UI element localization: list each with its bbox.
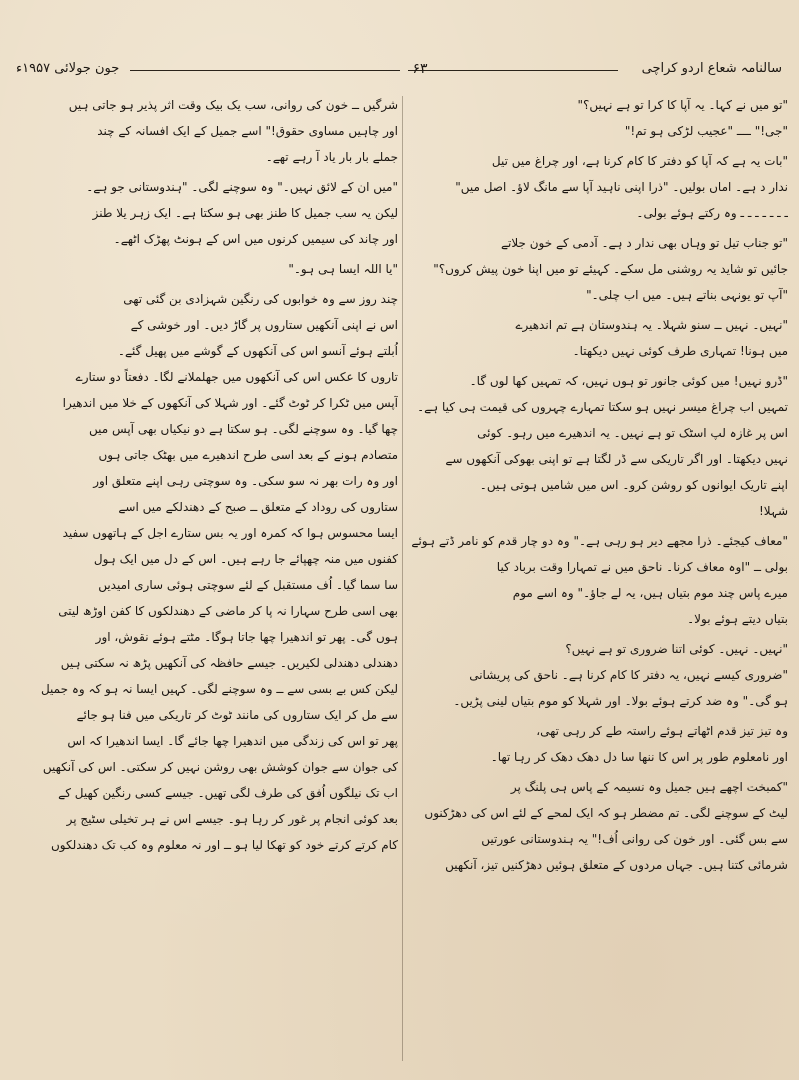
page-header [10,56,788,82]
text-line: "یا اللہ ایسا ہی ہو۔" [288,262,398,276]
text-line: "تو میں نے کہا۔ یہ آپا کا کرا تو ہے نہیں؟" [577,98,788,112]
text-line: ہوں گی۔ پھر تو اندھیرا چھا جاتا ہوگا۔ مٹتے ہوئے نقوش، اور [95,630,398,644]
text-line: تمہیں اب چراغ میسر نہیں ہو سکتا تمہارے چہروں کی قیمت ہی کیا ہے۔ [417,400,788,414]
text-line: "جی!" ــــ "عجیب لڑکی ہو تم!" [624,124,788,138]
text-line: جائیں تو شاید یہ روشنی مل سکے۔ کہیئے تو میں اپنا خون پیش کروں؟" [433,262,788,276]
text-line: "میں ان کے لائق نہیں۔" وہ سوچنے لگی۔ "ہندوستانی جو ہے۔ [86,180,398,194]
text-line: شہلا! [758,504,788,518]
text-line: "تو جناب تیل تو وہاں بھی ندار د ہے۔ آدمی کے خون جلاتے [500,236,788,250]
text-line: سے بس گئی۔ اور خون کی روانی اُف!" یہ ہندوستانی عورتیں [481,832,788,846]
text-line: "ڈرو نہیں! میں کوئی جانور تو ہوں نہیں، کہ تمہیں کھا لوں گا۔ [469,374,788,388]
text-line: کام کرتے کرتے خود کو تھکا لیا ہو ــ اور نہ معلوم وہ کب تک دھندلکوں [50,838,398,852]
text-line: چھا گیا۔ وہ سوچنے لگی۔ ہو سکتا ہے دو نیکیاں بھی آپس میں [89,422,398,436]
text-line: ندار د ہے۔ اماں بولیں۔ "ذرا اپنی ناہید آپا سے مانگ لاؤ۔ اصل میں" [455,180,788,194]
text-line: جملے بار بار یاد آ رہے تھے۔ [265,150,398,164]
text-line: بولی ــ "اوہ معاف کرنا۔ ناحق میں نے تمہارا وقت برباد کیا [496,560,788,574]
text-line: لیکن یہ سب جمیل کا طنز بھی ہو سکتا ہے۔ ایک زہر یلا طنز [92,206,398,220]
text-line: دھندلی دھندلی لکیریں۔ جیسے حافظہ کی آنکھیں پڑھ نہ سکتی ہیں [60,656,398,670]
text-line: تاروں کا عکس اس کی آنکھوں میں جھلملانے لگا۔ دفعتاً دو ستارے [75,370,398,384]
text-line: ـ ـ ـ ـ ـ ـ ـ وہ رکتے ہوئے بولی۔ [636,206,788,220]
text-line: "نہیں۔ نہیں۔ کوئی اتنا ضروری تو ہے نہیں؟ [565,642,788,656]
text-line: "نہیں۔ نہیں ــ سنو شہلا۔ یہ ہندوستان ہے تم اندھیرے [515,318,788,332]
text-line: بعد کوئی انجام پر غور کر رہا ہو۔ جیسے اس نے ہر تخیلی سٹیج پر [66,812,398,826]
text-line: "ضروری کیسے نہیں، یہ دفتر کا کام کرنا ہے۔ ناحق کی پریشانی [469,668,788,682]
header-rule-left [130,70,400,71]
text-line: "کمبخت اچھے ہیں جمیل وہ نسیمہ کے پاس ہی پلنگ پر [510,780,788,794]
page-number: ۶۳ [412,61,428,77]
text-line: اور وہ رات بھر نہ سو سکی۔ وہ سوچتی رہی اپنے متعلق اور [93,474,398,488]
text-line: چند روز سے وہ خوابوں کی رنگین شہزادی بن گئی تھی [123,292,398,306]
text-line: نہیں دیکھتا۔ اور اگر تاریکی سے ڈر لگتا ہے تو اپنی بھوکی آنکھوں سے [445,452,788,466]
text-line: اور چاہیں مساوی حقوق!" اسے جمیل کے ایک افسانہ کے چند [97,124,398,138]
text-line: پھر تو اس کی زندگی میں اندھیرا چھا جائے گا۔ ایسا اندھیرا کہ اس [67,734,398,748]
right-text-column [408,92,788,1067]
text-line: شرگیں ــ خون کی روانی، سب یک بیک وقت اثر پذیر ہو جاتی ہیں [68,98,398,112]
text-line: میں ہونا! تمہاری طرف کوئی نہیں دیکھتا۔ [572,344,788,358]
text-line: بھی اسی طرح سہارا نہ پا کر ماضی کے دھندلکوں کا کفن اوڑھ لیتی [58,604,398,618]
text-line: اور نامعلوم طور پر اس کا ننھا سا دل دھک دھک کر رہا تھا۔ [490,750,788,764]
left-text-column [10,92,398,1067]
text-line: "معاف کیجئے۔ ذرا مجھے دیر ہو رہی ہے۔" وہ دو چار قدم کو نامر ڈتے ہوئے [411,534,788,548]
text-line: بتیاں دیتے ہوئے بولا۔ [687,612,788,626]
text-line: کفنوں میں منہ چھپائے جا رہے ہیں۔ اس کے دل میں ایک ہول [93,552,398,566]
text-line: سا سما گیا۔ اُف مستقبل کے لئے سوچتی ہوئی ساری امیدیں [98,578,398,592]
text-line: اب تک نیلگوں اُفق کی طرف لگی تھیں۔ جیسے کسی رنگین کھیل کے [58,786,398,800]
text-line: سے مل کر ایک ستاروں کی مانند ٹوٹ کر تاریکی میں فنا ہو جائے [76,708,398,722]
text-line: اور چاند کی سیمیں کرنوں میں اس کے ہونٹ پھڑک اٹھے۔ [113,232,398,246]
text-line: ستاروں کی روداد کے متعلق ــ صبح کے دھندلکے میں اسے [118,500,398,514]
text-line: ہو گی۔" وہ ضد کرتے ہوئے بولا۔ اور شہلا کو موم بتیاں لینی پڑیں۔ [453,694,788,708]
column-divider [402,96,403,1061]
text-line: اس پر غازہ لپ اسٹک تو ہے نہیں۔ یہ اندھیرے میں رہو۔ کوئی [477,426,788,440]
text-line: "بات یہ ہے کہ آپا کو دفتر کا کام کرنا ہے، اور چراغ میں تیل [491,154,788,168]
text-line: اپنے تاریک ایوانوں کو روشن کرو۔ اس میں شامیں ہوتی ہیں۔ [479,478,788,492]
header-rule-right [408,70,618,71]
magazine-title: سالنامہ شعاع اردو کراچی [641,61,782,76]
text-line: لیکن کس بے بسی سے ــ وہ سوچنے لگی۔ کہیں ایسا نہ ہو کہ وہ جمیل [40,682,398,696]
text-line: اُبلتے ہوئے آنسو اس کی آنکھوں کے گوشے میں پھیل گئے۔ [117,344,398,358]
text-line: کی جوان سے جوان کوشش بھی روشن نہیں کر سکتی۔ اس کی آنکھیں [42,760,398,774]
text-line: لیٹ کے سوچنے لگی۔ تم مضطر ہو کہ ایک لمحے کے لئے اس کی دھڑکنوں [424,806,788,820]
issue-date: جون جولائی ۱۹۵۷ء [16,61,120,76]
text-line: اس نے اپنی آنکھیں ستاروں پر گاڑ دیں۔ اور خوشی کے [130,318,398,332]
text-line: آپس میں ٹکرا کر ٹوٹ گئے۔ اور شہلا کی آنکھوں کے خلا میں اندھیرا [62,396,398,410]
text-line: وہ تیز تیز قدم اٹھاتے ہوئے راستہ طے کر رہی تھی، [536,724,788,738]
text-line: ایسا محسوس ہوا کہ کمرہ اور یہ بس ستارے اجل کے ہاتھوں سفید [62,526,398,540]
text-line: "آپ تو یونہی بناتے ہیں۔ میں اب چلی۔" [586,288,788,302]
text-line: میرے پاس چند موم بتیاں ہیں، یہ لے جاؤ۔" وہ اسے موم [512,586,788,600]
text-line: متصادم ہونے کے بعد اسی طرح اندھیرے میں بھٹک جاتی ہوں [98,448,398,462]
text-line: شرمائی کتنا ہیں۔ جہاں مردوں کے متعلق ہوئیں دھڑکنیں تیز، آنکھیں [445,858,788,872]
